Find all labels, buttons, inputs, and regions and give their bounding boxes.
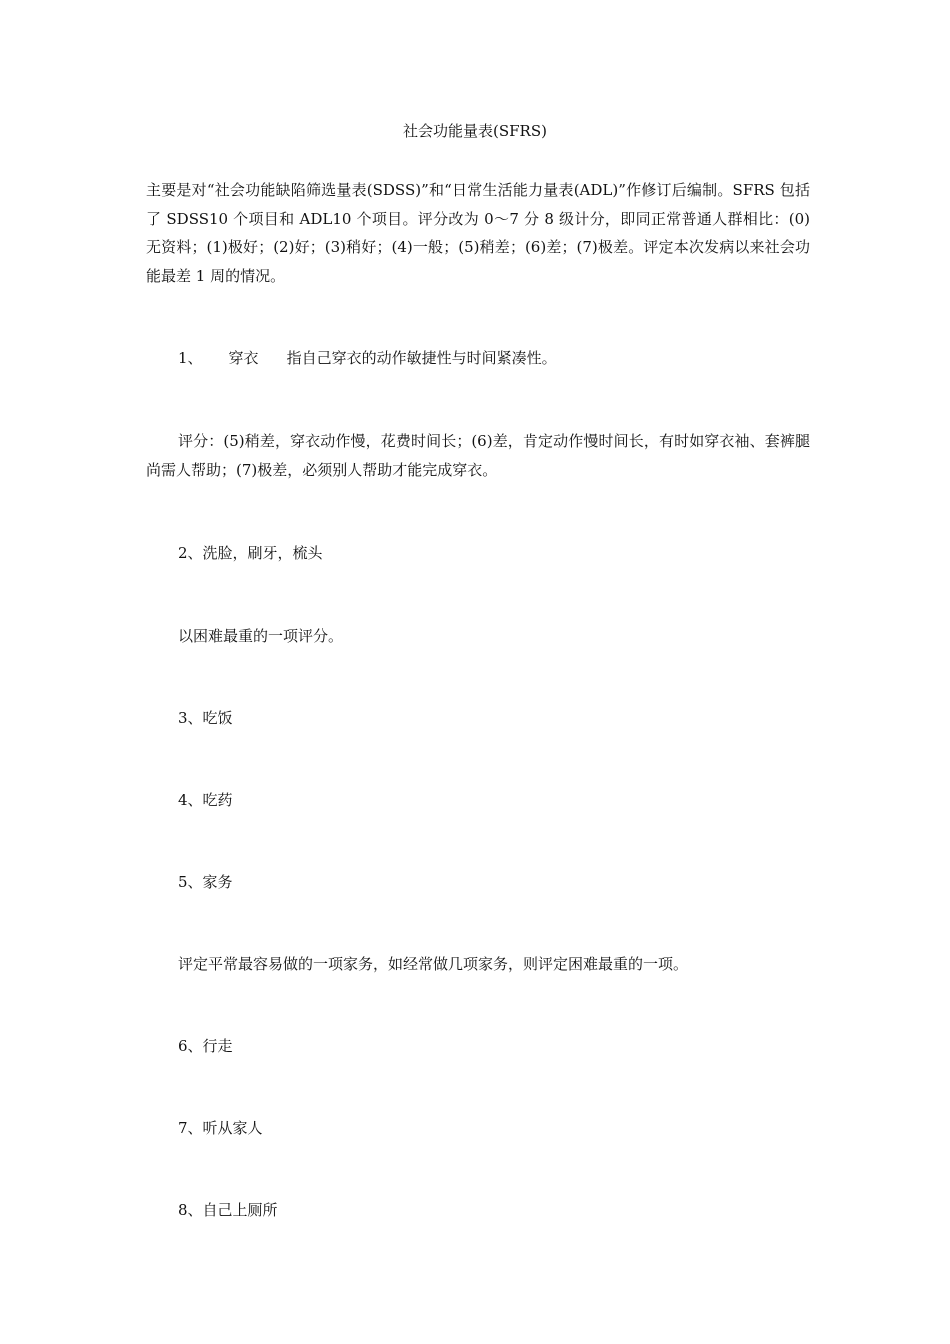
intro-paragraph: 主要是对“社会功能缺陷筛选量表(SDSS)”和“日常生活能力量表(ADL)”作修订后编制。SFRS 包括了 SDSS10 个项目和 ADL10 个项目。评分改为 0～7 分 8 级计分，即同正常普通人群相比：(0)无资料；(1)极好；(2)好；(3)稍好；(4)一般；(5)稍差；(6)差；(7)极差。评定本次发病以来社会功能最差 1 周的情况。 [146, 181, 810, 285]
item-8-heading: 8、自己上厕所 [178, 1201, 278, 1219]
item-1-number: 1、 [178, 349, 203, 367]
item-1-name: 穿衣 [228, 349, 259, 367]
item-3-heading: 3、吃饭 [178, 709, 233, 727]
item-5-heading: 5、家务 [178, 873, 233, 891]
item-6-heading: 6、行走 [178, 1037, 233, 1055]
item-1-heading [178, 348, 557, 368]
item-2-note: 以困难最重的一项评分。 [178, 627, 344, 645]
item-4-heading: 4、吃药 [178, 791, 233, 809]
item-7-heading: 7、听从家人 [178, 1119, 263, 1137]
document-title: 社会功能量表(SFRS) [403, 122, 547, 140]
item-2-heading: 2、洗脸，刷牙，梳头 [178, 544, 323, 562]
item-1-scoring: 评分：(5)稍差，穿衣动作慢，花费时间长；(6)差，肯定动作慢时间长，有时如穿衣袖、套裤腿尚需人帮助；(7)极差，必须别人帮助才能完成穿衣。 [146, 432, 810, 479]
item-1-description: 指自己穿衣的动作敏捷性与时间紧凑性。 [286, 349, 557, 367]
item-5-note: 评定平常最容易做的一项家务，如经常做几项家务，则评定困难最重的一项。 [178, 955, 689, 973]
